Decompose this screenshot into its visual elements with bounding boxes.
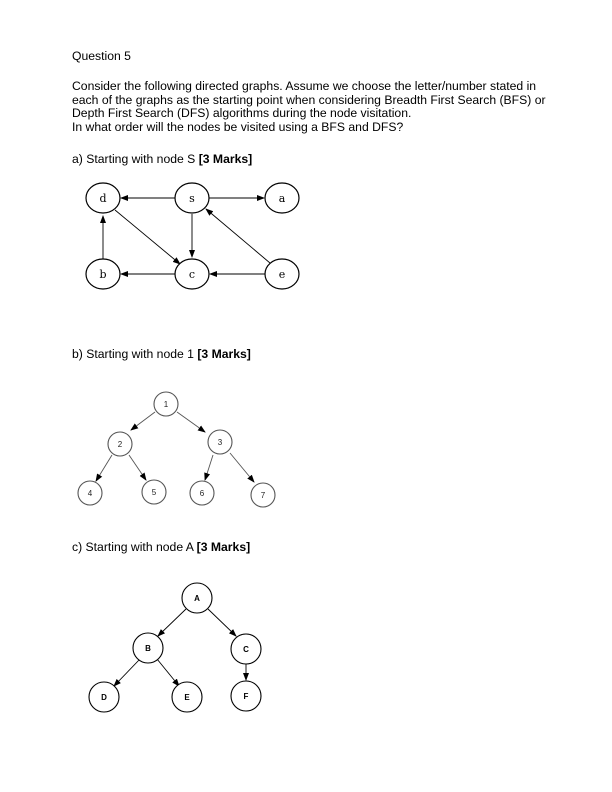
part-a-heading [72,153,252,167]
edge-A-B [158,609,186,636]
part-c-heading [72,541,250,555]
graph-c [0,575,612,720]
node-a-label: a [278,192,286,205]
edge-2-5 [129,455,146,480]
part-b-marks: [3 Marks] [197,347,251,361]
intro-line: Depth First Search (DFS) algorithms during the node visitation. [72,106,412,121]
edge-A-C [208,609,236,636]
part-b-heading [72,348,251,362]
node-c-label: c [188,268,196,281]
node-s-label: s [189,192,195,205]
edge-2-4 [96,455,112,481]
node-2-label: 2 [117,440,123,449]
node-3-label: 3 [217,438,223,447]
edge-e-s [206,209,270,263]
node-4-label: 4 [87,489,93,498]
node-7-label: 7 [260,491,266,500]
node-e-label: e [278,268,286,281]
part-c-label: c) Starting with node A [72,540,197,554]
node-b-label: b [99,268,107,281]
part-c-marks: [3 Marks] [196,540,251,554]
edge-3-7 [230,453,254,482]
edge-B-E [157,659,179,686]
node-6-label: 6 [199,489,205,498]
graph-a [0,170,612,300]
edge-d-c [115,210,180,264]
node-D-label: D [101,693,107,702]
graph-b [0,380,612,520]
question-title: Question 5 [72,49,131,63]
node-5-label: 5 [151,488,157,497]
part-a-label: a) Starting with node S [72,152,199,166]
question-intro [72,80,546,134]
node-B-label: B [145,644,151,653]
edge-1-3 [177,412,205,432]
node-d-label: d [99,192,107,205]
node-F-label: F [243,692,249,701]
node-1-label: 1 [163,400,169,409]
part-b-label: b) Starting with node 1 [72,347,198,361]
node-E-label: E [184,693,190,702]
intro-line: In what order will the nodes be visited using a BFS and DFS? [72,119,404,134]
edge-1-2 [131,412,155,430]
edge-3-6 [205,455,213,480]
intro-line: Consider the following directed graphs. Assume we choose the letter/number stated in [72,79,537,93]
node-A-label: A [194,594,200,603]
node-C-label: C [243,645,249,654]
part-a-marks: [3 Marks] [198,152,253,166]
edge-B-D [114,659,140,686]
intro-line: each of the graphs as the starting point when considering Breadth First Search (BFS) or [72,92,546,107]
